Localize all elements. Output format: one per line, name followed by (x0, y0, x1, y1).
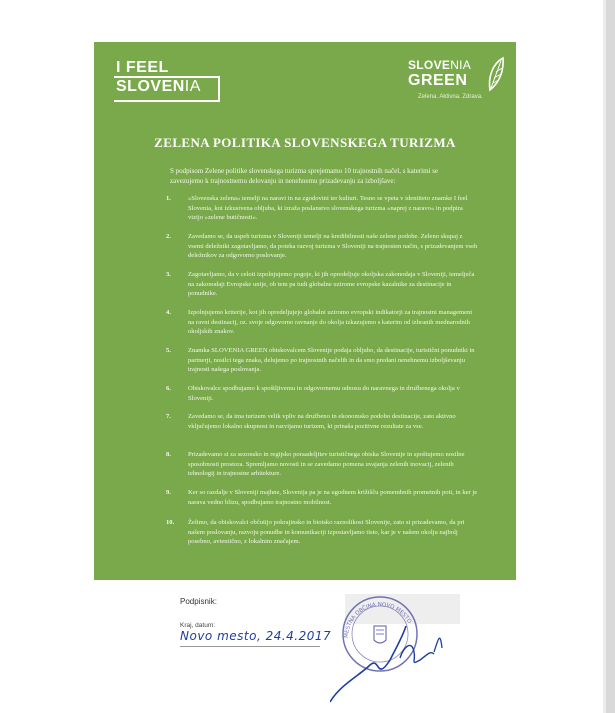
item-text: Obiskovalce spodbujamo k spoštljivemu in odgovornemu odnosu do naravnega in družbenega okolja v Sloveniji. (188, 385, 460, 402)
item-number: 2. (166, 233, 171, 240)
green-policy-panel (94, 42, 516, 580)
item-text: Želimo, da obiskovalci občutijo pokrajinsko in biotsko raznolikost Slovenije, zato si prizadevamo, da pri našem poslovanju, razvoju ponudbe in komunikaciji izpostavljamo tisto, kar je v našem okolju najbolj posebno, avtentično, z lokalnim značajem. (188, 519, 465, 546)
logo-left-line2-light: IA (184, 78, 201, 95)
item-text: Ker so razdalje v Sloveniji majhne, Slovenija pa je na ugodnem križišču pomembnih prometnih poti, in ker je narava vedno blizu, spodbujamo trajnostno mobilnost. (188, 489, 478, 506)
item-text: Prizadevamo si za sezonsko in regijsko poraadeljitev turističnega obiska Slovenije in spoštujemo nosilne sposobnosti prostora. Spremljamo novosti in se zavedamo pomena uvajanja zelenih inovacij, zelenih tehnologij in trajnostne arhitekture. (188, 451, 465, 478)
official-stamp (330, 590, 470, 708)
document-title: ZELENA POLITIKA SLOVENSKEGA TURIZMA (154, 135, 456, 150)
item-number: 8. (166, 451, 171, 458)
logo-left-line1: I FEEL (116, 59, 169, 76)
intro-paragraph: S podpisom Zelene politike slovenskega turizma sprejemamo 10 trajnostnih načel, s katerimi se zavezujemo k trajnostnemu delovanju in nenehnemu prizadevanju za izboljšave: (170, 167, 439, 185)
place-date-label: Kraj, datum: (180, 622, 216, 629)
item-text: »Slovenska zelena« temelji na naravi in na zgodovini ter kulturi. Tesno se vpeta v identiteto znamke I feel Slovenia, kot izkustvena obljuba, ki izraža poslanstvo slovenskega turizma »naprej z naravo« in podpira vizijo »zelene butičnosti«. (188, 195, 468, 222)
place-date-value: Novo mesto, 24.4.2017 (180, 629, 332, 643)
item-number: 6. (166, 385, 171, 392)
item-text: Izpolnjujemo kriterije, kot jih opredeljujejo globalni uziromo evropski indikatorji za trajnostni management na ravni destinacij, oz. svoje odgovorno ravnanje do okolja izkazujemo s katerim od izbranih mednarodnih okoljskih znakov. (188, 309, 473, 336)
logo-right-tagline: Zelena. Aktivna. Zdrava. (418, 94, 483, 100)
item-number: 10. (166, 519, 175, 526)
item-number: 7. (166, 413, 171, 420)
place-date-underline (180, 646, 320, 647)
item-number: 4. (166, 309, 171, 316)
item-text: Zavedamo se, da ima turizem velik vpliv na družbeno in ekonomsko podobo destinacije, zato aktivno vključujemo lokalno skupnost in razvijamo turizem, ki prinaša pozitivne rezultate za vse. (188, 413, 456, 430)
leaf-icon (486, 56, 506, 92)
signatory-label: Podpisnik: (180, 597, 217, 606)
i-feel-slovenia-logo (116, 60, 220, 102)
slovenia-green-logo (408, 56, 508, 108)
logo-left-line2-bold: SLOVEN (116, 78, 185, 95)
item-text: Znamka SLOVENIA GREEN obiskovalcem Slovenije podaja obljubo, da destinacije, turistični ponudniki in partnerji, nosilci tega znaka, delujemo po trajnostnih načelih in da smo predani nenehnemu izboljševanju trajnosti našega poslovanja. (188, 347, 475, 374)
stamp-text: MESTNA OBČINA NOVO MESTO (343, 601, 413, 639)
item-number: 1. (166, 195, 171, 202)
item-text: Zavedamo se, da uspeh turizma v Sloveniji temelji na kredibilnosti naše zelene podobe. Zeleno skupaj z vsemi deležniki zagotavljamo, da poteka razvoj turizma v Sloveniji na trajnosten način, s prizadevanjem vseh deležnikov za odgovorno poslovanje. (188, 233, 478, 260)
logo-left-line2 (116, 78, 201, 96)
logo-right-line1-bold: SLOVE (408, 58, 451, 72)
item-number: 5. (166, 347, 171, 354)
logo-right-line2: GREEN (408, 72, 468, 89)
scan-edge-inner (603, 0, 606, 713)
item-number: 3. (166, 271, 171, 278)
item-text: Zagotavljamo, da v celoti izpolnjujemo pogoje, ki jih opredeljuje okoljska zakonodaja v Sloveniji, temelječa na zakonodaji Evropske unije, ob tem pa tudi globalne uzirome evropske kazalnike za destinacije in ponudnike. (188, 271, 475, 298)
item-number: 9. (166, 489, 171, 496)
scan-edge (606, 0, 615, 713)
logo-right-line1-light: NIA (450, 58, 472, 72)
logo-right-line1 (408, 58, 471, 72)
